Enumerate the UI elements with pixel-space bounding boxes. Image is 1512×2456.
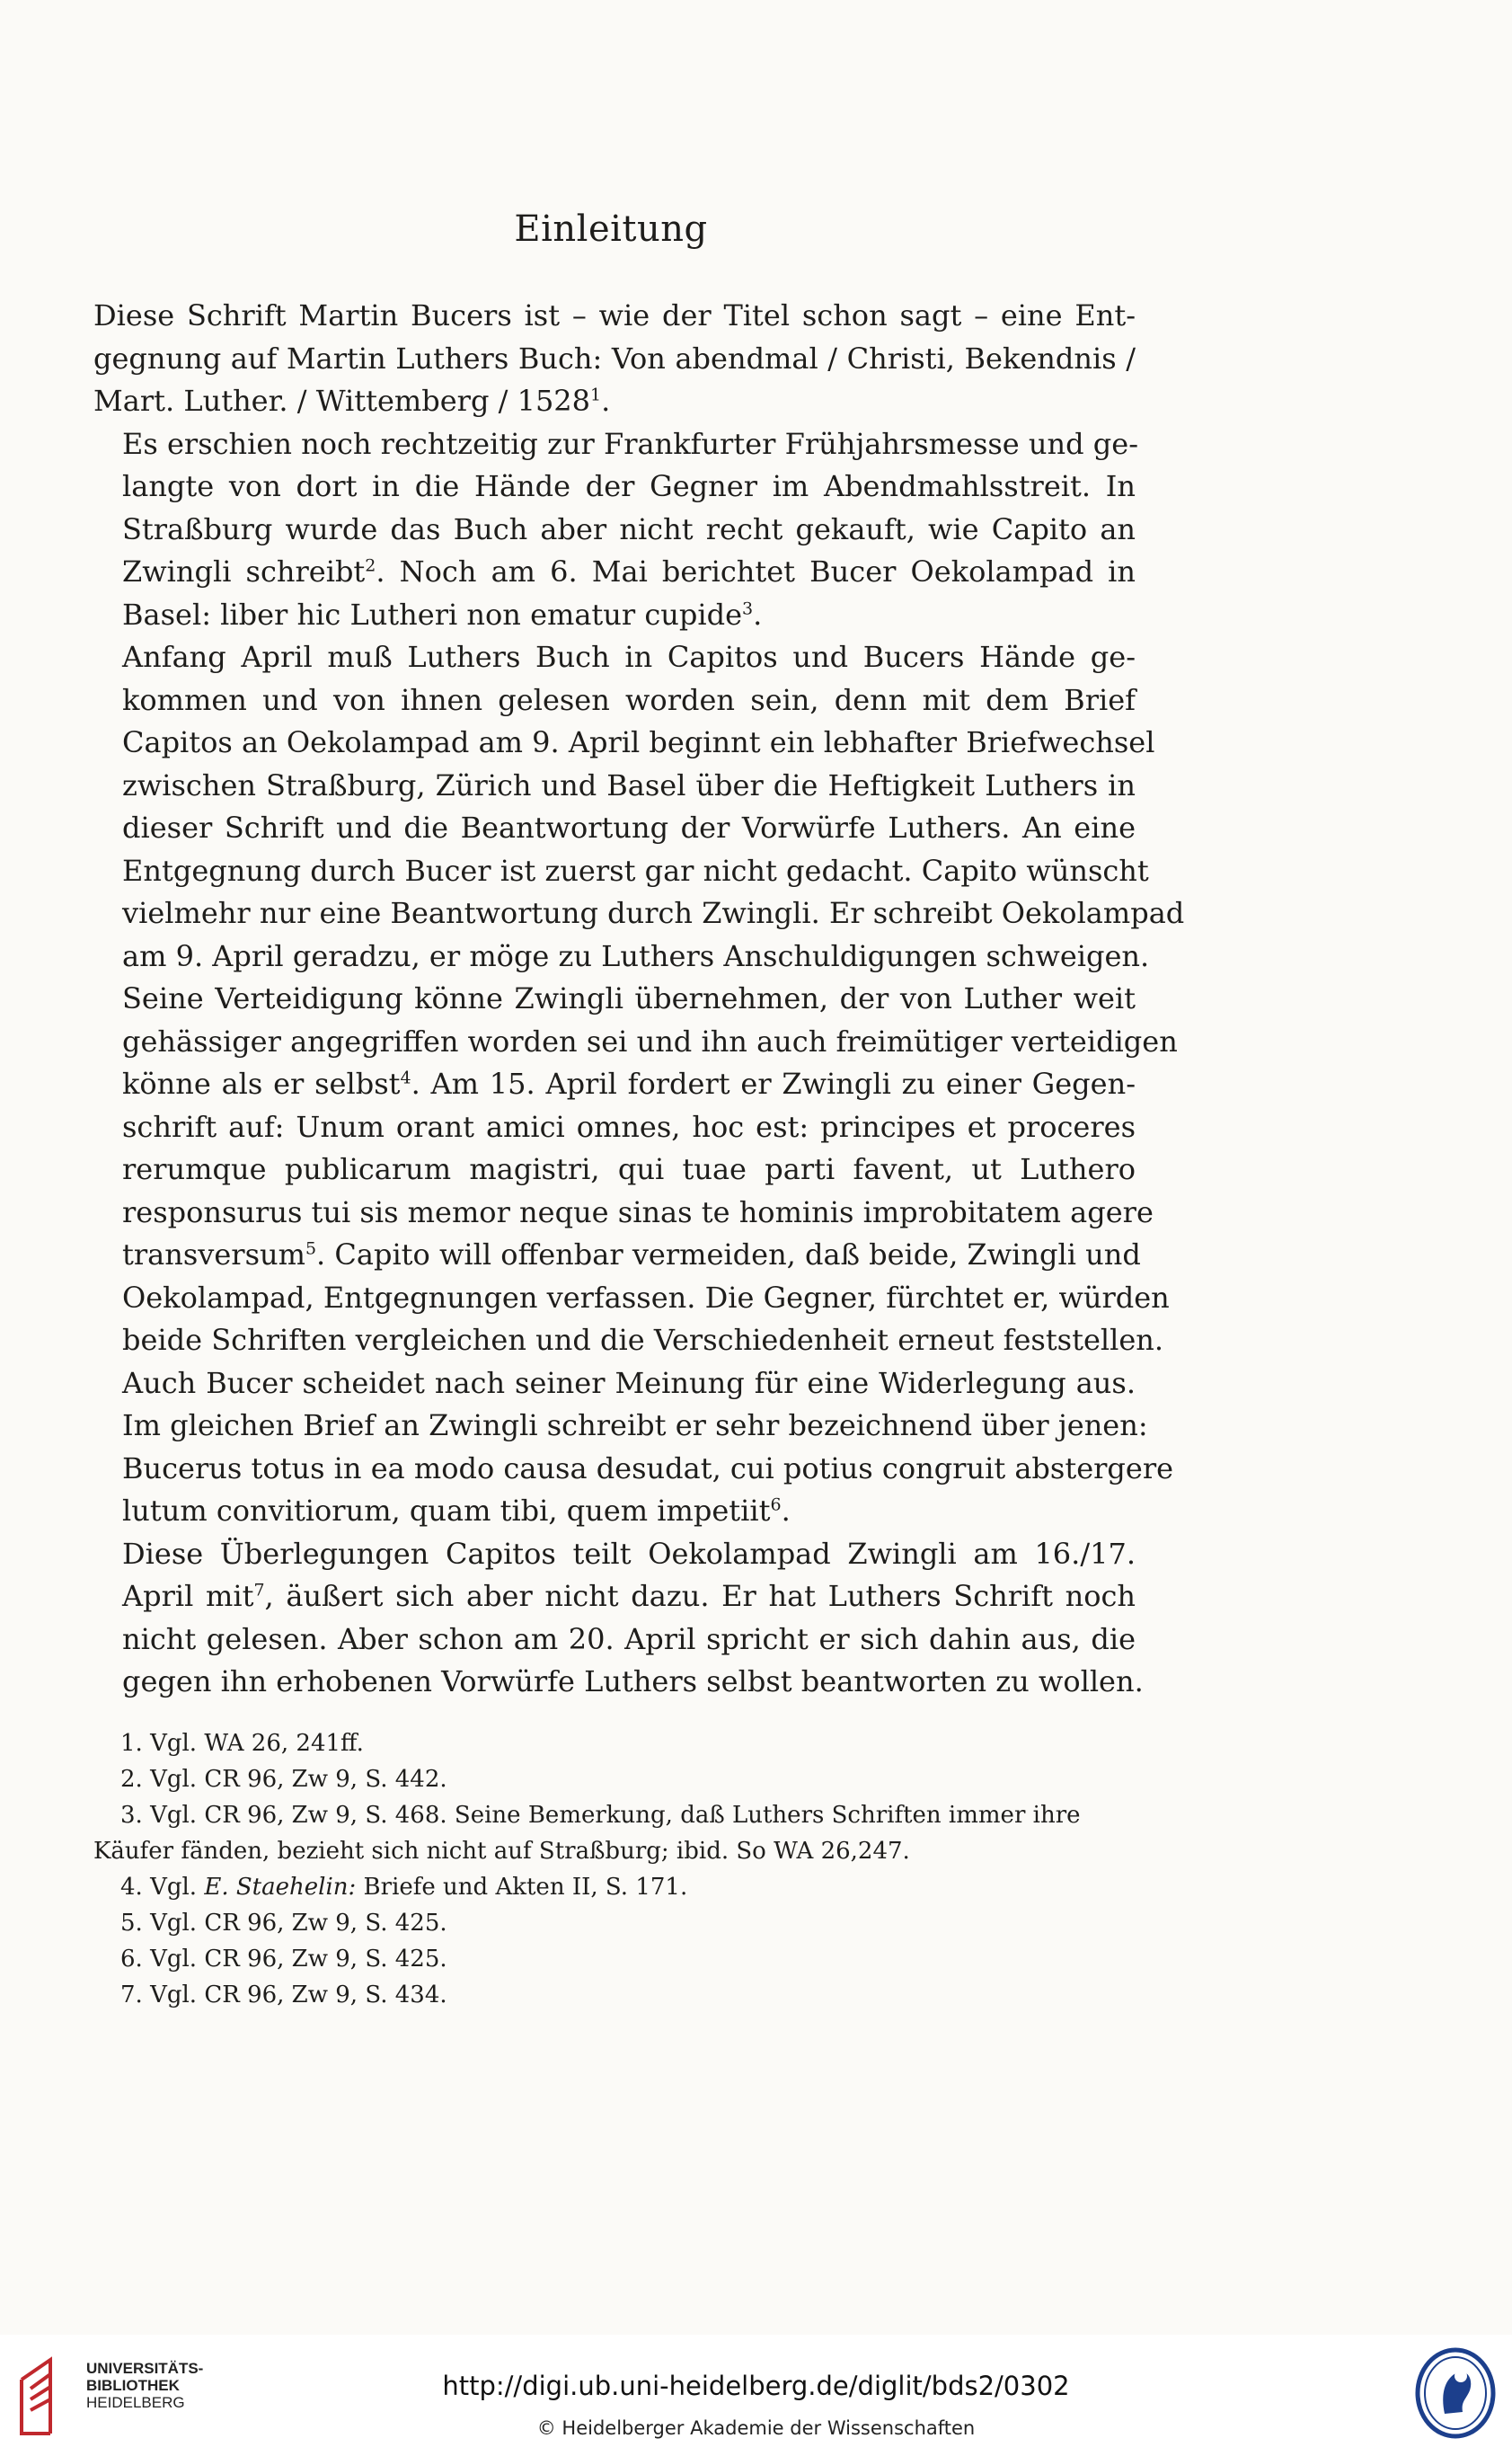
copyright-notice: © Heidelberger Akademie der Wissenschaften (536, 2417, 976, 2439)
text-span: lutum convitiorum, quam tibi, quem impetiit (122, 1494, 771, 1528)
footnote-4-title: Briefe und Akten II, S. 171. (363, 1874, 688, 1901)
permalink-url[interactable]: http://digi.ub.uni-heidelberg.de/diglit/bds2/0302 (442, 2371, 1070, 2401)
text-line: Capitos an Oekolampad am 9. April beginnt ein lebhafter Briefwechsel (122, 725, 1155, 759)
text-span: April mit (122, 1579, 254, 1613)
footnote-5: 5. Vgl. CR 96, Zw 9, S. 425. (120, 1910, 447, 1937)
text-span: transversum (122, 1237, 305, 1272)
text-line: nicht gelesen. Aber schon am 20. April spricht er sich dahin aus, die (122, 1621, 1136, 1656)
footnote-4-prefix: 4. Vgl. (120, 1874, 198, 1901)
text-line: gegnung auf Martin Luthers Buch: Von abendmal / Christi, Bekendnis / (93, 341, 1136, 376)
footnote-4 (93, 1869, 1136, 1905)
text-span: , äußert sich aber nicht dazu. Er hat Luthers Schrift noch (264, 1579, 1136, 1613)
text-line: kommen und von ihnen gelesen worden sein, denn mit dem Brief (122, 682, 1136, 717)
text-line: Anfang April muß Luthers Buch in Capitos und Bucers Hände ge- (122, 640, 1136, 674)
text-span: könne als er selbst (122, 1067, 401, 1101)
text-line: dieser Schrift und die Beantwortung der Vorwürfe Luthers. An eine (122, 811, 1136, 845)
library-name-line: UNIVERSITÄTS- (86, 2360, 204, 2377)
footnote-4-author: E. Staehelin: (204, 1874, 357, 1901)
note-mark: 7 (253, 1580, 265, 1600)
library-name-line: HEIDELBERG (86, 2394, 185, 2411)
note-mark: 5 (305, 1238, 317, 1259)
text-line (93, 1063, 1136, 1106)
text-line: Diese Schrift Martin Bucers ist – wie der Titel schon sagt – eine Ent- (93, 298, 1136, 332)
text-line (93, 1490, 1136, 1533)
note-mark: 2 (365, 555, 376, 576)
text-line: langte von dort in die Hände der Gegner im Abendmahlsstreit. In (122, 469, 1136, 503)
text-line: Im gleichen Brief an Zwingli schreibt er sehr bezeichnend über jenen: (122, 1408, 1148, 1442)
text-line: Straßburg wurde das Buch aber nicht recht gekauft, wie Capito an (122, 511, 1136, 546)
text-span: . Noch am 6. Mai berichtet Bucer Oekolampad in (376, 554, 1136, 589)
text-line: Seine Verteidigung könne Zwingli übernehmen, der von Luther weit (122, 981, 1136, 1015)
footnote-2: 2. Vgl. CR 96, Zw 9, S. 442. (120, 1766, 447, 1793)
footnote-6: 6. Vgl. CR 96, Zw 9, S. 425. (120, 1946, 447, 1973)
library-name-line: BIBLIOTHEK (86, 2377, 180, 2394)
text-line: zwischen Straßburg, Zürich und Basel über die Heftigkeit Luthers in (122, 767, 1136, 802)
paragraph-2 (93, 423, 1136, 637)
text-line: beide Schriften vergleichen und die Verschiedenheit erneut feststellen. (122, 1323, 1164, 1357)
text-span: Basel: liber hic Lutheri non ematur cupide (122, 597, 743, 632)
academy-seal-icon (1410, 2344, 1500, 2443)
text-line: Entgegnung durch Bucer ist zuerst gar nicht gedacht. Capito wünscht (122, 853, 1149, 888)
text-line: schrift auf: Unum orant amici omnes, hoc est: principes et proceres (122, 1109, 1136, 1144)
note-mark: 3 (742, 598, 754, 618)
text-line: vielmehr nur eine Beantwortung durch Zwingli. Er schreibt Oekolampad (122, 896, 1185, 930)
text-span: . (781, 1494, 791, 1528)
text-line (93, 551, 1136, 594)
text-span: Zwingli schreibt (122, 554, 366, 589)
footnotes (93, 1725, 1136, 2013)
note-mark: 6 (770, 1494, 782, 1515)
page-title: Einleitung (514, 208, 708, 250)
paragraph-4 (93, 1533, 1144, 1704)
footer (0, 2335, 1512, 2456)
note-mark: 4 (400, 1068, 411, 1088)
paragraph-3 (93, 636, 1185, 1533)
text-line: gehässiger angegriffen worden sei und ihn auch freimütiger verteidigen (122, 1024, 1178, 1059)
footnote-3-continued: Käufer fänden, bezieht sich nicht auf Straßburg; ibid. So WA 26,247. (93, 1838, 910, 1865)
text-line: Bucerus totus in ea modo causa desudat, cui potius congruit abstergere (122, 1450, 1174, 1485)
footnote-3: 3. Vgl. CR 96, Zw 9, S. 468. Seine Bemerkung, daß Luthers Schriften immer ihre (120, 1802, 1081, 1829)
paragraph-1 (93, 295, 1136, 423)
text-span: . Capito will offenbar vermeiden, daß beide, Zwingli und (316, 1237, 1141, 1272)
text-line: Oekolampad, Entgegnungen verfassen. Die Gegner, fürchtet er, würden (122, 1280, 1170, 1315)
text-span: . (753, 597, 763, 632)
note-mark: 1 (590, 385, 602, 405)
text-line (93, 1575, 1136, 1618)
text-span: . (601, 384, 611, 418)
text-span: Mart. Luther. / Wittemberg / 1528 (93, 384, 591, 418)
text-line: rerumque publicarum magistri, qui tuae parti favent, ut Luthero (122, 1152, 1136, 1186)
text-line: Es erschien noch rechtzeitig zur Frankfurter Frühjahrsmesse und ge- (122, 426, 1138, 461)
text-line: gegen ihn erhobenen Vorwürfe Luthers selbst beantworten zu wollen. (122, 1664, 1144, 1698)
body-text (93, 295, 1185, 1704)
text-line (93, 1234, 1141, 1277)
footnote-7: 7. Vgl. CR 96, Zw 9, S. 434. (120, 1982, 447, 2008)
text-line (93, 380, 1136, 423)
text-line: Diese Überlegungen Capitos teilt Oekolampad Zwingli am 16./17. (122, 1536, 1136, 1571)
text-span: . Am 15. April fordert er Zwingli zu einer Gegen- (411, 1067, 1136, 1101)
footnote-1: 1. Vgl. WA 26, 241ff. (120, 1730, 364, 1757)
text-line: am 9. April geradzu, er möge zu Luthers Anschuldigungen schweigen. (122, 938, 1150, 973)
text-line: Auch Bucer scheidet nach seiner Meinung für eine Widerlegung aus. (122, 1365, 1136, 1400)
text-line: responsurus tui sis memor neque sinas te hominis improbitatem agere (122, 1194, 1154, 1229)
text-line (93, 594, 1136, 637)
